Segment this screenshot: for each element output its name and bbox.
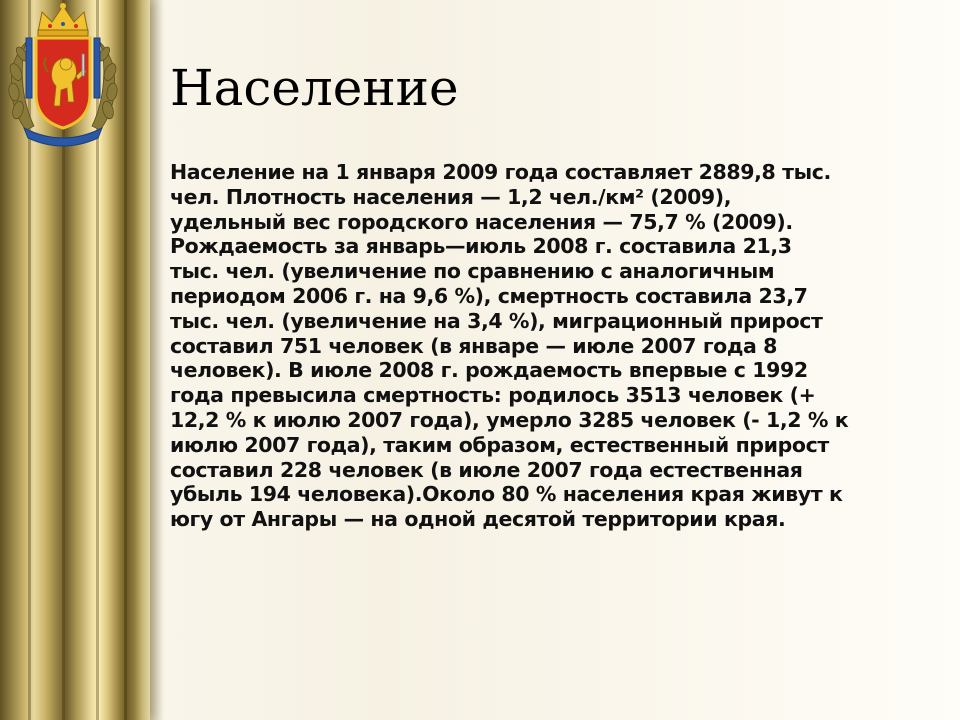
text-line: Население на 1 января 2009 года составляет 2889,8 тыс. bbox=[170, 160, 831, 184]
text-line: июлю 2007 года), таким образом, естественный прирост bbox=[170, 432, 829, 457]
text-line: Рождаемость за январь—июль 2008 г. составила 21,3 bbox=[170, 234, 792, 259]
ribbon-icon bbox=[24, 128, 102, 146]
text-line: чел. Плотность населения — 1,2 чел./км² (2009), bbox=[170, 184, 732, 209]
crown-icon bbox=[38, 3, 88, 36]
text-line: составил 228 человек (в июле 2007 года естественная bbox=[170, 457, 803, 482]
coat-of-arms-icon bbox=[4, 2, 122, 150]
text-line: 12,2 % к июлю 2007 года), умерло 3285 человек (- 1,2 % к bbox=[170, 407, 849, 432]
slide-title: Население bbox=[170, 59, 459, 117]
text-line: убыль 194 человека).Около 80 % населения края живут к bbox=[170, 482, 843, 507]
text-line: югу от Ангары — на одной десятой территории края. bbox=[170, 507, 786, 532]
text-line: периодом 2006 г. на 9,6 %), смертность составила 23,7 bbox=[170, 283, 808, 308]
text-line: тыс. чел. (увеличение по сравнению с аналогичным bbox=[170, 259, 775, 284]
text-line: года превысила смертность: родилось 3513 человек (+ bbox=[170, 383, 816, 408]
slide-body-text bbox=[170, 160, 940, 532]
text-line: тыс. чел. (увеличение на 3,4 %), миграционный прирост bbox=[170, 308, 823, 333]
text-line: человек). В июле 2008 г. рождаемость впервые с 1992 bbox=[170, 358, 808, 383]
text-line: составил 751 человек (в январе — июле 2007 года 8 bbox=[170, 333, 778, 358]
text-line: удельный вес городского населения — 75,7 % (2009). bbox=[170, 209, 793, 234]
column-groove bbox=[124, 0, 127, 720]
